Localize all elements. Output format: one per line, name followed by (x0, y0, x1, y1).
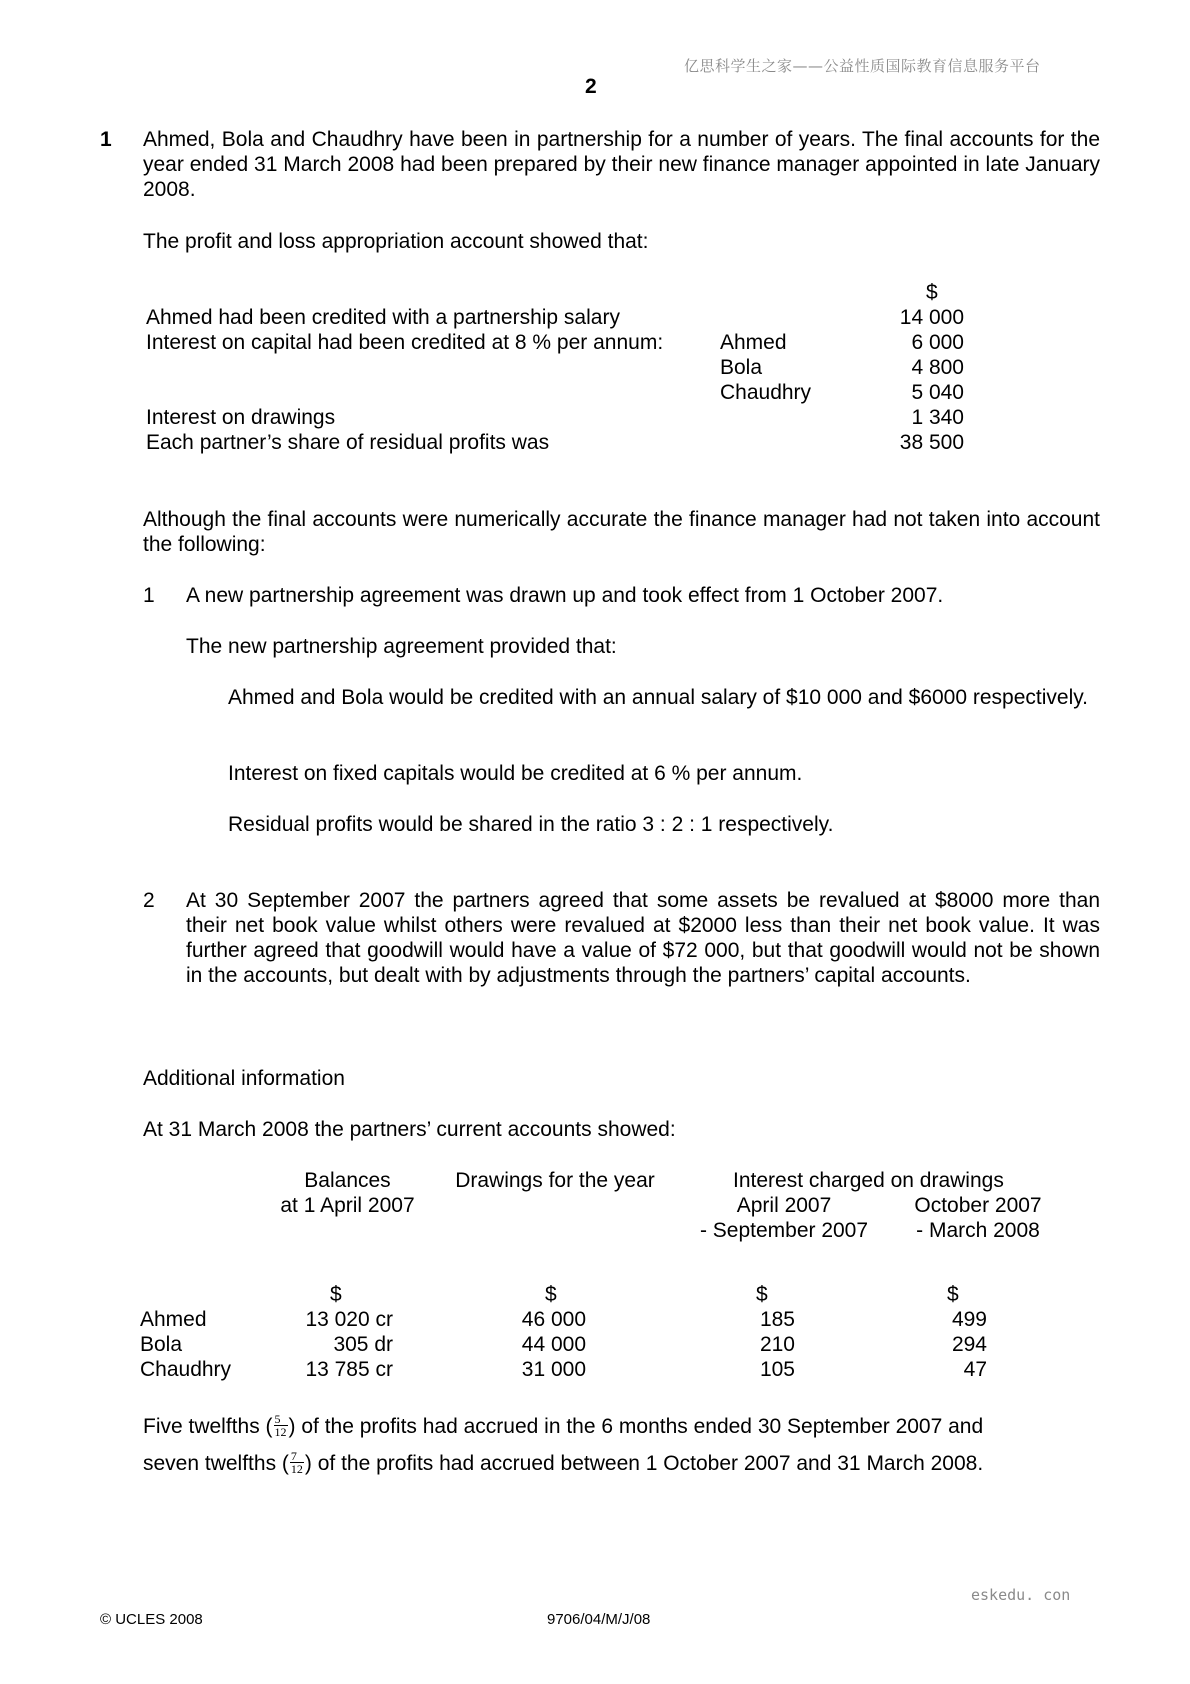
row-partner: Bola (720, 356, 763, 379)
fraction-denominator: 12 (274, 1424, 287, 1439)
interest-period-1-value: 105 (759, 1358, 795, 1381)
row-label: Interest on capital had been credited at 8 % per annum: (146, 331, 664, 354)
interest-period-2-value: 294 (951, 1333, 987, 1356)
point-2-text: At 30 September 2007 the partners agreed that some assets be revalued at $8000 more than their net book value whilst others were revalued at $2000 less than their net book value. It was further agreed that goodwill would have a value of $72 000, but that goodwill would not be shown in the accounts, but dealt with by adjustments through the partners’ capital accounts. (186, 889, 1100, 987)
point-1-salary: Ahmed and Bola would be credited with an annual salary of $10 000 and $6000 respectively. (228, 686, 1089, 709)
fraction-five-twelfths (274, 1413, 288, 1438)
interest-period-2-value: 47 (963, 1358, 987, 1381)
point-1-text: A new partnership agreement was drawn up and took effect from 1 October 2007. (186, 584, 944, 607)
current-accounts-intro: At 31 March 2008 the partners’ current accounts showed: (143, 1118, 676, 1141)
row-partner: Chaudhry (720, 381, 812, 404)
currency-balances: $ (330, 1283, 342, 1306)
drawings-value: 46 000 (521, 1308, 586, 1331)
point-1-number: 1 (143, 584, 155, 607)
row-label: Ahmed had been credited with a partnership salary (146, 306, 620, 329)
fraction-numerator: 5 (274, 1413, 288, 1426)
closing-line-1 (143, 1411, 1100, 1439)
header-period-1-end: - September 2007 (699, 1219, 869, 1242)
although-paragraph: Although the final accounts were numerically accurate the finance manager had not taken into account the following: (143, 508, 1100, 556)
row-amount: 38 500 (899, 431, 964, 454)
interest-period-1-value: 210 (759, 1333, 795, 1356)
row-amount: 5 040 (911, 381, 964, 404)
header-period-2: October 2007 (914, 1194, 1042, 1217)
appropriation-intro: The profit and loss appropriation account showed that: (143, 230, 649, 253)
row-amount: 4 800 (911, 356, 964, 379)
header-interest: Interest charged on drawings (733, 1169, 1004, 1192)
point-1-provided: The new partnership agreement provided that: (186, 635, 617, 658)
closing-text: Five twelfths ( (143, 1415, 273, 1438)
page-number: 2 (585, 75, 597, 98)
closing-text: ) of the profits had accrued in the 6 months ended 30 September 2007 and (288, 1415, 984, 1438)
appropriation-currency-header: $ (926, 281, 938, 304)
point-1-interest: Interest on fixed capitals would be credited at 6 % per annum. (228, 762, 803, 785)
row-label: Each partner’s share of residual profits was (146, 431, 550, 454)
header-drawings: Drawings for the year (455, 1169, 655, 1192)
header-watermark: 亿思科学生之家——公益性质国际教育信息服务平台 (684, 57, 1041, 75)
row-amount: 6 000 (911, 331, 964, 354)
row-amount: 14 000 (899, 306, 964, 329)
fraction-seven-twelfths (290, 1450, 304, 1475)
balance-value: 13 785 cr (305, 1358, 393, 1381)
question-number: 1 (100, 128, 112, 151)
header-period-1: April 2007 (736, 1194, 832, 1217)
fraction-numerator: 7 (290, 1450, 304, 1463)
partner-name: Chaudhry (140, 1358, 232, 1381)
closing-text: seven twelfths ( (143, 1452, 289, 1475)
currency-drawings: $ (545, 1283, 557, 1306)
header-balances-date: at 1 April 2007 (280, 1194, 415, 1217)
drawings-value: 44 000 (521, 1333, 586, 1356)
interest-period-2-value: 499 (951, 1308, 987, 1331)
row-label: Interest on drawings (146, 406, 336, 429)
fraction-denominator: 12 (290, 1461, 303, 1476)
closing-line-2 (143, 1448, 1100, 1476)
closing-text: ) of the profits had accrued between 1 October 2007 and 31 March 2008. (304, 1452, 984, 1475)
point-2-number: 2 (143, 889, 155, 912)
header-period-2-end: - March 2008 (916, 1219, 1040, 1242)
drawings-value: 31 000 (521, 1358, 586, 1381)
partner-name: Bola (140, 1333, 183, 1356)
footer-paper-code: 9706/04/M/J/08 (547, 1611, 651, 1628)
row-partner: Ahmed (720, 331, 787, 354)
row-amount: 1 340 (911, 406, 964, 429)
header-balances: Balances (304, 1169, 391, 1192)
currency-period-2: $ (947, 1283, 959, 1306)
additional-heading: Additional information (143, 1067, 345, 1090)
point-1-ratio: Residual profits would be shared in the ratio 3 : 2 : 1 respectively. (228, 813, 834, 836)
partner-name: Ahmed (140, 1308, 207, 1331)
footer-watermark: eskedu. con (971, 1586, 1071, 1604)
question-intro: Ahmed, Bola and Chaudhry have been in partnership for a number of years. The final accounts for the year ended 31 March 2008 had been prepared by their new finance manager appointed in late January 2008. (143, 128, 1100, 201)
footer-copyright: © UCLES 2008 (100, 1611, 203, 1628)
interest-period-1-value: 185 (759, 1308, 795, 1331)
balance-value: 305 dr (333, 1333, 393, 1356)
currency-period-1: $ (756, 1283, 768, 1306)
balance-value: 13 020 cr (305, 1308, 393, 1331)
